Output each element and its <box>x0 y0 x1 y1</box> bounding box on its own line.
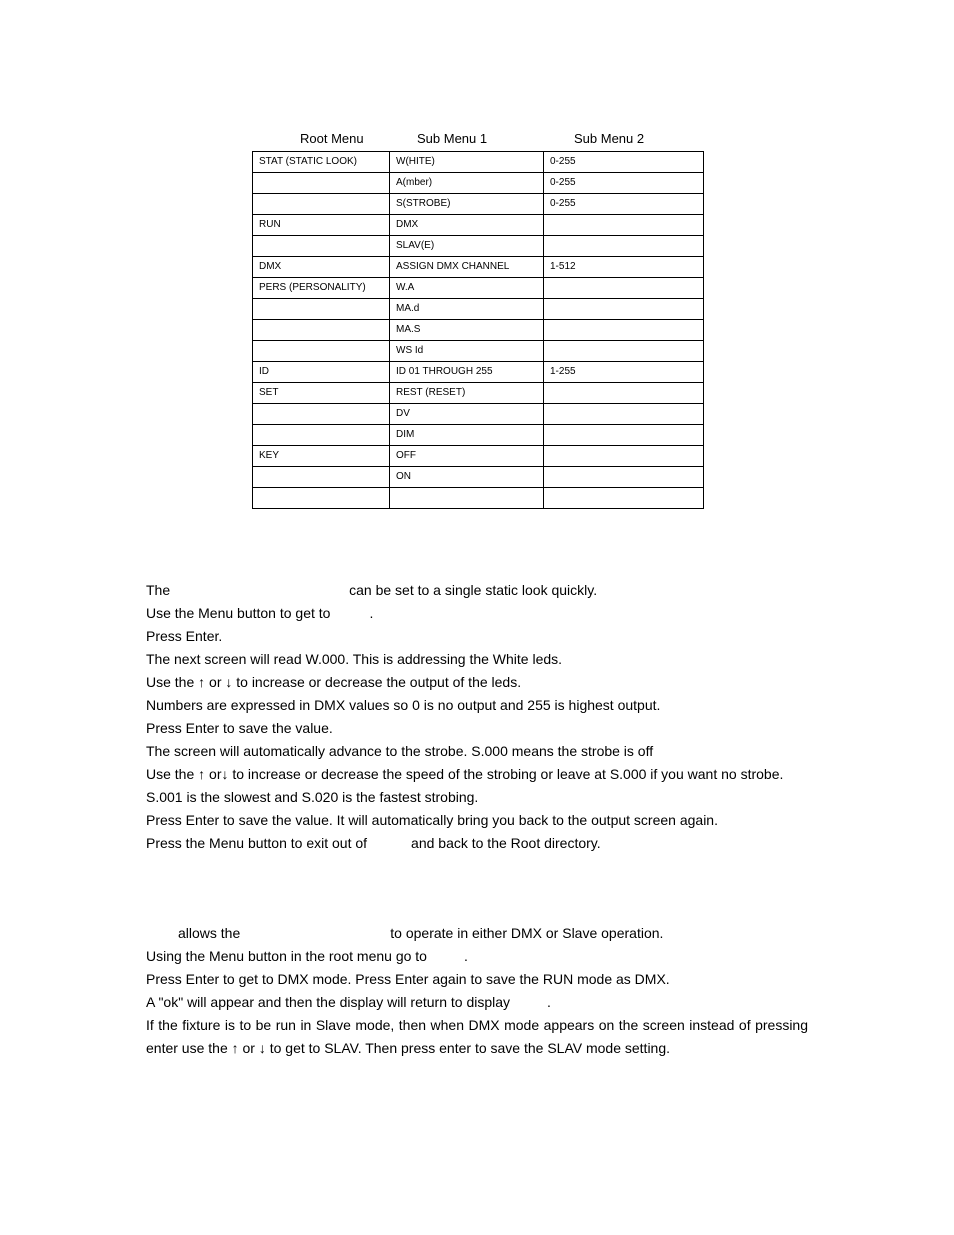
table-cell: DV <box>390 404 544 425</box>
table-row <box>253 194 704 215</box>
table-row <box>253 404 704 425</box>
text-line: Numbers are expressed in DMX values so 0 is no output and 255 is highest output. <box>146 697 661 713</box>
table-cell: DMX <box>253 257 390 278</box>
text-line: Press Enter to save the value. <box>146 720 333 736</box>
table-cell <box>544 383 704 404</box>
table-row <box>253 299 704 320</box>
table-cell: DMX <box>390 215 544 236</box>
header-root-menu: Root Menu <box>300 131 364 146</box>
table-row <box>253 467 704 488</box>
table-cell <box>544 425 704 446</box>
table-row <box>253 215 704 236</box>
table-cell: 0-255 <box>544 152 704 173</box>
table-cell <box>253 467 390 488</box>
table-cell: ID 01 THROUGH 255 <box>390 362 544 383</box>
table-cell: STAT (STATIC LOOK) <box>253 152 390 173</box>
text-line: Use the Menu button to get to . <box>146 605 374 621</box>
text-line: The next screen will read W.000. This is addressing the White leds. <box>146 651 563 667</box>
text-line: A "ok" will appear and then the display will return to display . <box>146 994 551 1010</box>
table-cell: REST (RESET) <box>390 383 544 404</box>
table-cell <box>253 341 390 362</box>
static-look-instructions <box>146 579 808 855</box>
table-cell: RUN <box>253 215 390 236</box>
table-cell: ID <box>253 362 390 383</box>
table-cell <box>253 236 390 257</box>
table-cell <box>544 488 704 509</box>
text-line: allows the to operate in either DMX or Slave operation. <box>178 925 664 941</box>
table-column-headers <box>0 131 954 149</box>
table-row <box>253 236 704 257</box>
table-row <box>253 341 704 362</box>
table-row <box>253 446 704 467</box>
table-cell: 0-255 <box>544 173 704 194</box>
table-row <box>253 488 704 509</box>
header-sub-menu-1: Sub Menu 1 <box>417 131 488 146</box>
table-cell <box>544 215 704 236</box>
table-row <box>253 362 704 383</box>
text-line: Use the ↑ or↓ to increase or decrease the speed of the strobing or leave at S.000 if you want no strobe. <box>146 766 784 782</box>
table-cell: W.A <box>390 278 544 299</box>
text-line: S.001 is the slowest and S.020 is the fastest strobing. <box>146 789 479 805</box>
table-cell <box>544 299 704 320</box>
table-row <box>253 173 704 194</box>
text-line: Press Enter. <box>146 628 223 644</box>
text-line: Press Enter to get to DMX mode. Press Enter again to save the RUN mode as DMX. <box>146 971 670 987</box>
table-cell: ASSIGN DMX CHANNEL <box>390 257 544 278</box>
table-cell: SLAV(E) <box>390 236 544 257</box>
table-cell <box>544 236 704 257</box>
table-cell <box>544 341 704 362</box>
table-cell: W(HITE) <box>390 152 544 173</box>
table-cell: MA.S <box>390 320 544 341</box>
table-cell: A(mber) <box>390 173 544 194</box>
text-line: Using the Menu button in the root menu go to . <box>146 948 468 964</box>
table-cell: ON <box>390 467 544 488</box>
text-line: The can be set to a single static look quickly. <box>146 582 598 598</box>
table-cell <box>253 425 390 446</box>
text-line: Press Enter to save the value. It will automatically bring you back to the output screen again. <box>146 812 718 828</box>
menu-table-body <box>253 152 704 509</box>
table-row <box>253 383 704 404</box>
text-line: Press the Menu button to exit out of and back to the Root directory. <box>146 835 601 851</box>
table-cell <box>544 278 704 299</box>
header-sub-menu-2: Sub Menu 2 <box>574 131 645 146</box>
table-cell <box>390 488 544 509</box>
table-row <box>253 257 704 278</box>
table-cell: 1-255 <box>544 362 704 383</box>
table-cell <box>253 488 390 509</box>
table-row <box>253 152 704 173</box>
table-cell: S(STROBE) <box>390 194 544 215</box>
table-cell <box>544 404 704 425</box>
table-cell: 1-512 <box>544 257 704 278</box>
table-cell <box>544 446 704 467</box>
table-cell: 0-255 <box>544 194 704 215</box>
text-line: The screen will automatically advance to the strobe. S.000 means the strobe is off <box>146 743 654 759</box>
table-cell <box>544 320 704 341</box>
table-cell: WS Id <box>390 341 544 362</box>
table-cell <box>253 404 390 425</box>
table-row <box>253 425 704 446</box>
table-cell <box>253 194 390 215</box>
table-cell <box>253 320 390 341</box>
table-row <box>253 320 704 341</box>
table-cell: DIM <box>390 425 544 446</box>
text-line: Use the ↑ or ↓ to increase or decrease the output of the leds. <box>146 674 522 690</box>
table-cell: OFF <box>390 446 544 467</box>
table-cell <box>544 467 704 488</box>
menu-table <box>252 151 704 509</box>
table-cell: KEY <box>253 446 390 467</box>
table-cell: PERS (PERSONALITY) <box>253 278 390 299</box>
text-paragraph: If the fixture is to be run in Slave mode, then when DMX mode appears on the screen instead of pressing enter use the ↑ or ↓ to get to SLAV. Then press enter to save the SLAV mode setting. <box>146 1017 808 1056</box>
table-cell <box>253 173 390 194</box>
table-cell <box>253 299 390 320</box>
run-mode-instructions <box>146 922 808 1060</box>
table-cell: SET <box>253 383 390 404</box>
table-row <box>253 278 704 299</box>
table-cell: MA.d <box>390 299 544 320</box>
